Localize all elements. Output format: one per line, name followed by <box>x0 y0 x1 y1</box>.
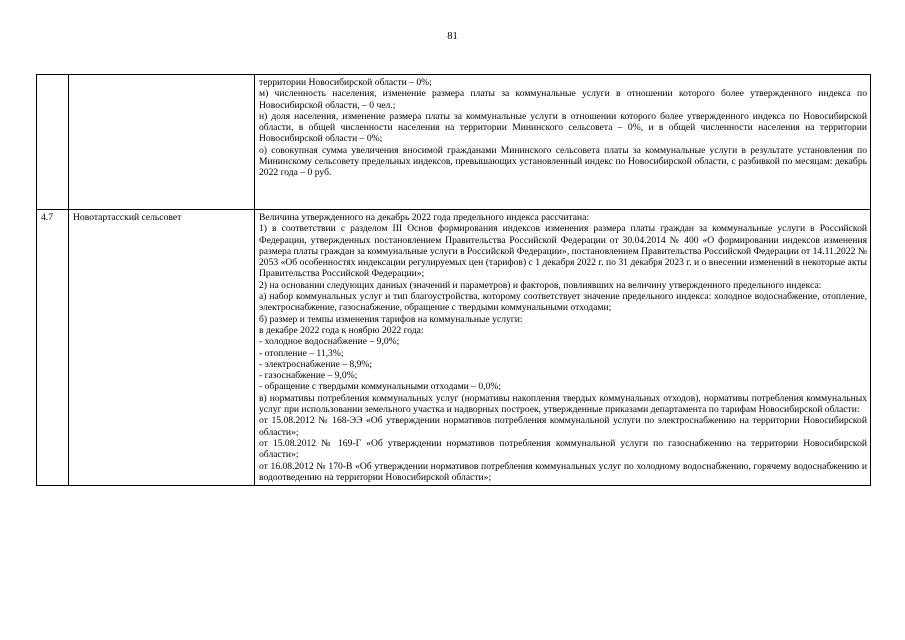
document-table <box>36 74 871 486</box>
description-cell <box>255 75 871 210</box>
paragraph: о) совокупная сумма увеличения вносимой гражданами Мининского сельсовета платы за коммунальные услуги в результате установления по Мининскому сельсовету предельных индексов, превышающих установленный индекс по Новосибирской области, с разбивкой по месяцам: декабрь 2022 года – 0 руб. <box>259 144 867 179</box>
paragraph: - газоснабжение – 9,0%; <box>259 370 358 382</box>
paragraph: - электроснабжение – 8,9%; <box>259 358 373 370</box>
paragraph: в декабре 2022 года к ноябрю 2022 года: <box>259 324 424 336</box>
paragraph: территории Новосибирской области – 0%; <box>259 77 432 88</box>
paragraph: 1) в соответствии с разделом III Основ формирования индексов изменения размера платы граждан за коммунальные услуги в Российской Федерации, утвержденных постановлением Правительства Российской Федерации от 30.04.2014 № 400 «О формировании индексов изменения размера платы граждан за коммунальные услуги в Российской Федерации», постановлением Правительства Российской Федерации от 14.11.2022 № 2053 «Об особенностях индексации регулируемых цен (тарифов) с 1 декабря 2022 г. по 31 декабря 2023 г. и о внесении изменений в некоторые акты Правительства Российской Федерации»; <box>259 223 867 280</box>
paragraph: а) набор коммунальных услуг и тип благоустройства, которому соответствует значение предельного индекса: холодное водоснабжение, отопление, электроснабжение, газоснабжение, обращение с твердыми коммунальными отходами; <box>259 291 867 314</box>
paragraph: н) доля населения, изменение размера платы за коммунальные услуги в отношении которого более утвержденного индекса по Новосибирской области, в общей численности населения на территории Мининского сельсовета – 0%, и в общей численности населения на территории Новосибирской области – 0%; <box>259 110 867 145</box>
table-row <box>37 210 871 486</box>
settlement-name-cell: Новотартасский сельсовет <box>69 210 255 486</box>
paragraph: в) нормативы потребления коммунальных услуг (нормативы накопления твердых коммунальных отходов), нормативы потребления коммунальных услуг при использовании земельного участка и надворных построек, утвержденные приказами департамента по тарифам Новосибирской области: <box>259 392 867 416</box>
paragraph: 2) на основании следующих данных (значений и параметров) и факторов, повлиявших на величину утвержденного предельного индекса: <box>259 279 822 291</box>
paragraph: Величина утвержденного на декабрь 2022 года предельного индекса рассчитана: <box>259 212 590 223</box>
row-number-cell <box>37 75 69 210</box>
paragraph: от 15.08.2012 № 169-Г «Об утверждении нормативов потребления коммунальной услуги по газоснабжению на территории Новосибирской области»; <box>259 437 867 461</box>
paragraph: - отопление – 11,3%; <box>259 347 344 359</box>
page-number: 81 <box>447 31 458 42</box>
description-cell <box>255 210 871 486</box>
paragraph: - холодное водоснабжение – 9,0%; <box>259 336 400 348</box>
paragraph: м) численность населения, изменение размера платы за коммунальные услуги в отношении которого более утвержденного индекса по Новосибирской области, – 0 чел.; <box>259 88 867 111</box>
paragraph: от 16.08.2012 № 170-В «Об утверждении нормативов потребления коммунальных услуг по холодному водоснабжению, горячему водоснабжению и водоотведению на территории Новосибирской области»; <box>259 460 867 483</box>
settlement-name-cell <box>69 75 255 210</box>
paragraph: от 15.08.2012 № 168-ЭЭ «Об утверждении нормативов потребления коммунальной услуги по электроснабжению на территории Новосибирской области»; <box>259 415 867 438</box>
paragraph: б) размер и темпы изменения тарифов на коммунальные услуги: <box>259 313 523 325</box>
paragraph: - обращение с твердыми коммунальными отходами – 0,0%; <box>259 381 502 393</box>
table-row <box>37 75 871 210</box>
row-number-cell: 4.7 <box>37 210 69 486</box>
